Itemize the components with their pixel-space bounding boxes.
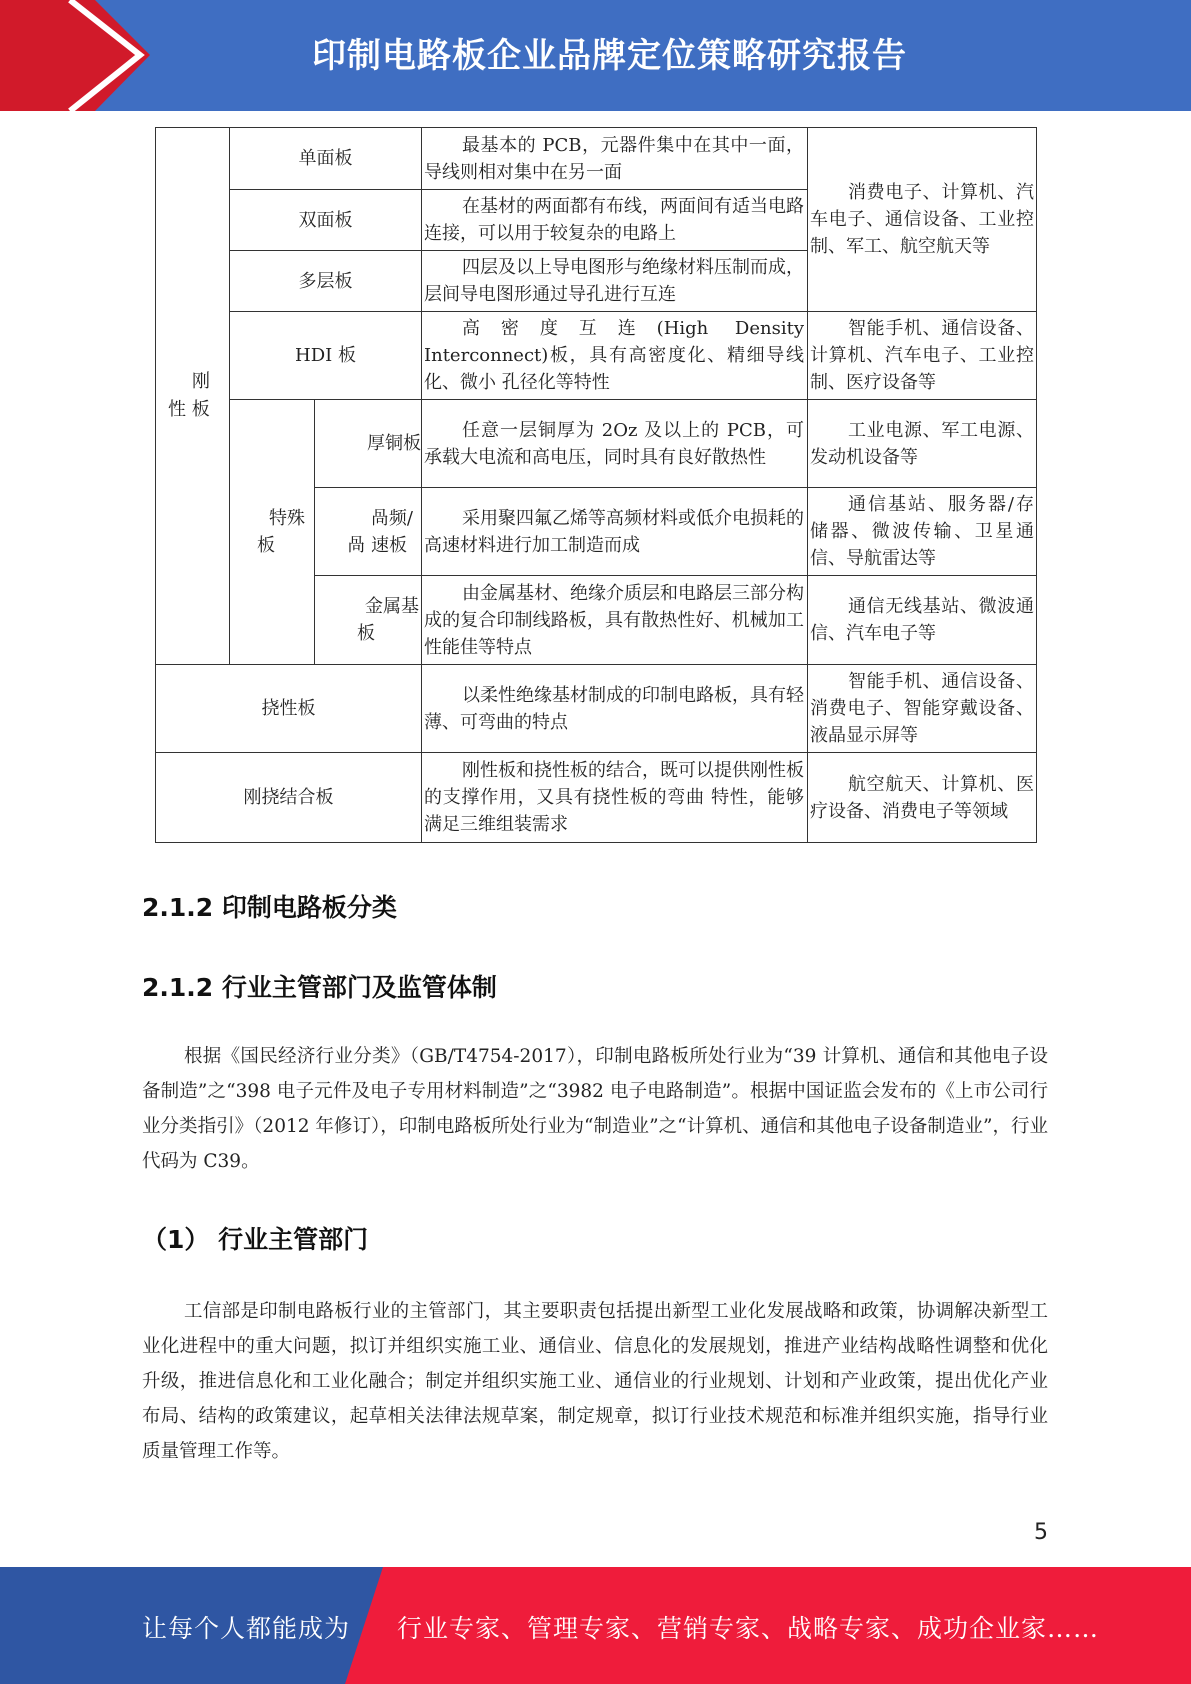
type-name: 双面板	[230, 190, 422, 251]
type-name-line-1: 咼频/	[370, 507, 413, 529]
type-description: 以柔性绝缘基材制成的印制电路板，具有轻薄、可弯曲的特点	[422, 665, 808, 753]
heading-competent-authority: （1） 行业主管部门	[142, 1225, 369, 1254]
type-name	[315, 576, 422, 665]
type-application: 消费电子、计算机、汽 车电子、通信设备、工业控制、军工、航空航天等	[808, 128, 1037, 312]
type-description: 高密度互连(High Density Interconnect)板，具有高密度化、精细导线化、微小 孔径化等特性	[422, 312, 808, 400]
type-description: 由金属基材、绝缘介质层和电路层三部分构成的复合印制线路板，具有散热性好、机械加工性能佳等特点	[422, 576, 808, 665]
heading-regulation: 2.1.2 行业主管部门及监管体制	[142, 973, 497, 1002]
type-description: 任意一层铜厚为 2Oz 及以上的 PCB，可 承载大电流和高电压，同时具有良好散热性	[422, 400, 808, 488]
heading-pcb-classification: 2.1.2 印制电路板分类	[142, 893, 397, 922]
page-header	[0, 0, 1191, 111]
type-application: 工业电源、军工电源、发动机设备等	[808, 400, 1037, 488]
type-description: 最基本的 PCB，元器件集中在其中一面， 导线则相对集中在另一面	[422, 128, 808, 190]
footer-slogan-right: 行业专家、管理专家、营销专家、战略专家、成功企业家……	[397, 1614, 1100, 1643]
type-application: 通信基站、服务器/存储器、微波传输、卫星通信、导航雷达等	[808, 488, 1037, 576]
paragraph-industry-classification: 根据《国民经济行业分类》（GB/T4754-2017），印制电路板所处行业为“39 计算机、通信和其他电子设备制造”之“398 电子元件及电子专用材料制造”之“3982 电子电路制造”。根据中国证监会发布的《上市公司行业分类指引》（2012 年修订），印制电路板所处行业为“制造业”之“计算机、通信和其他电子设备制造业”，行业代码为 C39。	[142, 1046, 1048, 1172]
type-description: 在基材的两面都有布线，两面间有适当电路连接，可以用于较复杂的电路上	[422, 190, 808, 251]
special-label-line-1: 特殊	[269, 508, 305, 529]
type-name: 多层板	[230, 251, 422, 312]
table-row	[156, 312, 1037, 400]
type-name: 刚挠结合板	[156, 753, 422, 843]
table-row	[156, 128, 1037, 190]
table-row	[156, 400, 1037, 488]
type-name-line-2: 咼 速板	[347, 534, 407, 556]
rigid-label-line-1: 刚	[192, 371, 210, 392]
report-title: 印制电路板企业品牌定位策略研究报告	[312, 36, 907, 76]
type-name	[315, 488, 422, 576]
type-name: 挠性板	[156, 665, 422, 753]
paragraph-authority-duties: 工信部是印制电路板行业的主管部门，其主要职责包括提出新型工业化发展战略和政策，协调解决新型工业化进程中的重大问题，拟订并组织实施工业、通信业、信息化的发展规划，推进产业结构战略性调整和优化升级，推进信息化和工业化融合；制定并组织实施工业、通信业的行业规划、计划和产业政策，提出优化产业布局、结构的政策建议，起草相关法律法规草案，制定规章，拟订行业技术规范和标准并组织实施，指导行业质量管理工作等。	[142, 1301, 1048, 1462]
rigid-board-label	[156, 128, 230, 665]
table-row	[156, 665, 1037, 753]
type-application: 智能手机、通信设备、消费电子、智能穿戴设备、液晶显示屏等	[808, 665, 1037, 753]
page-number: 5	[1034, 1520, 1048, 1545]
special-board-label	[230, 400, 315, 665]
table-row	[156, 753, 1037, 843]
pcb-classification-table	[155, 127, 1037, 843]
rigid-label-line-2: 性 板	[168, 399, 210, 420]
special-label-line-2: 板	[257, 535, 275, 556]
type-description: 刚性板和挠性板的结合，既可以提供刚性板的支撑作用，又具有挠性板的弯曲 特性，能够满足三维组装需求	[422, 753, 808, 843]
type-application: 航空航天、计算机、医 疗设备、消费电子等领域	[808, 753, 1037, 843]
type-application: 通信无线基站、微波通 信、汽车电子等	[808, 576, 1037, 665]
type-name: HDI 板	[230, 312, 422, 400]
type-application: 智能手机、通信设备、计算机、汽车电子、工业控制、医疗设备等	[808, 312, 1037, 400]
footer-slogan-left: 让每个人都能成为	[142, 1614, 351, 1643]
type-description: 四层及以上导电图形与绝缘材料压制而成，层间导电图形通过导孔进行互连	[422, 251, 808, 312]
type-name: 厚铜板	[315, 400, 422, 488]
page-footer	[0, 1567, 1191, 1684]
type-name-line-2: 板	[357, 623, 375, 644]
type-name: 单面板	[230, 128, 422, 190]
type-name-line-1: 金属基	[365, 596, 419, 617]
type-description: 采用聚四氟乙烯等高频材料或低介电损耗的高速材料进行加工制造而成	[422, 488, 808, 576]
